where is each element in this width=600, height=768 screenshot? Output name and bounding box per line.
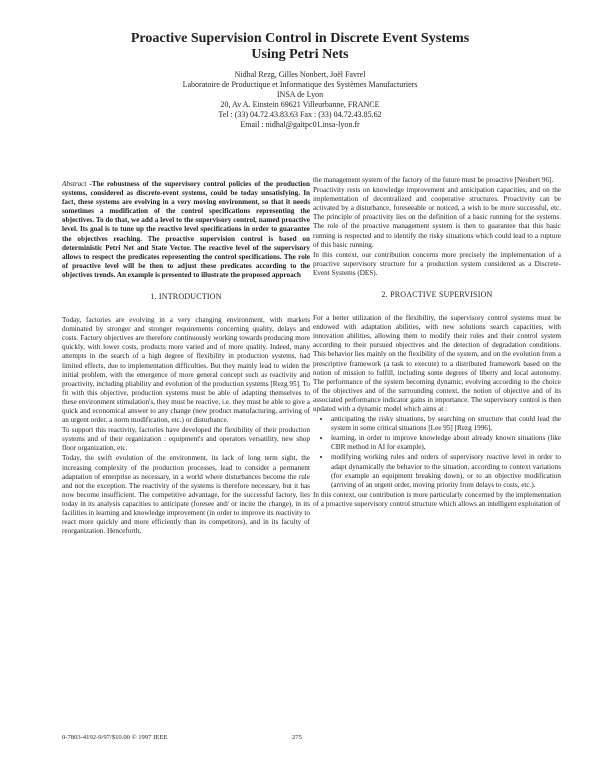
author-names: Nidhal Rezg, Gilles Nonbert, Joël Favrel xyxy=(234,70,366,79)
title-line-2: Using Petri Nets xyxy=(251,47,349,62)
abstract-text: -The robustness of the supervisory control policies of the production systems, considered as discrete-event systems, could be today unsatisfying. In fact, these systems are evolving in a very moving environment, so that it needs sometimes a modification of the control specifications representing the objectives. To do that, we add a level to the supervisory control, named proactive level. Its goal is to tune up the reactive level specifications in order to guarantee the objectives reaching. The proactive supervision control is based on deterministic Petri Net and State Vector. The reactive level of the supervisory allows to respect the predicates representing the control specifications. The role of proactive level will be then to adjust these predicates according to the objectives trends. An example is presented to illustrate the proposed approach xyxy=(62,180,310,279)
intro-paragraph-2: To support this reactivity, factories have developed the flexibility of their production systems and of their organization : equipment's and operators versatility, new shop floor organization, etc. xyxy=(62,426,310,453)
paper-title xyxy=(0,31,600,63)
supervision-paragraph-2: In this context, our contribution is more particularly concerned by the implementation of a proactive supervisory control structure which allows an intelligent exploitation of xyxy=(313,490,561,508)
author-block xyxy=(0,70,600,130)
copyright-notice: 0-7803-4192-9/97/$10.00 © 1997 IEEE xyxy=(62,734,168,741)
right-paragraph-2: Proactivity rests on knowledge improvement and anticipation capacities, and on the implementation of decentralized and cooperative structures. Proactivity can be activated by a disturbance, foreseeable or noticed, a wish to be more successful, etc. The principle of proactivity lies on the definition of a basic running for the systems. The role of the proactive management system is then to guarantee that this basic running is respected and to identify the risky situations which could lead to a rupture of this basic running. xyxy=(313,186,561,249)
right-column xyxy=(313,176,561,510)
author-address: 20, Av A. Einstein 69621 Villeurbanne, FRANCE xyxy=(220,100,380,109)
author-lab: Laboratoire de Productique et Informatique des Systèmes Manufacturiers xyxy=(182,80,418,89)
title-line-1: Proactive Supervision Control in Discrete Event Systems xyxy=(130,31,470,46)
right-paragraph-1: the management system of the factory of the future must be proactive [Neubert 96]. xyxy=(313,176,554,184)
abstract-lead: Abstract xyxy=(62,180,87,188)
right-paragraph-3: In this context, our contribution concerns more precisely the implementation of a proactive supervisory structure for a production system considered as a Discrete-Event Systems (DES). xyxy=(313,250,561,277)
supervision-bullet-list xyxy=(313,415,561,490)
author-email: Email : nidhal@gaitpc01.insa-lyon.fr xyxy=(240,120,360,129)
section-2-heading: 2. PROACTIVE SUPERVISION xyxy=(381,290,493,300)
section-1-heading: 1. INTRODUCTION xyxy=(150,292,222,302)
bullet-item: • learning, in order to improve knowledge about already known situations (like CBR method in AI for example), xyxy=(331,434,561,452)
bullet-item: • modifying working rules and orders of supervisory reactive level in order to adapt dynamically the behavior to the situation, according to context variations (for example an equipment breaking down), or to an objective modification (arriving of an urgent order, moving priority from delays to costs, etc.). xyxy=(331,453,561,489)
supervision-paragraph-1: For a better utilization of the flexibility, the supervisory control systems must be endowed with adaptation abilities, with new solutions search capacities, with innovation abilities, allowing them to modify their rules and their control system according to their pursued objectives and the detection of degradation conditions. This behavior lies mainly on the flexibility of the system, and on the evolution from a prescriptive framework (a task to execute) to a distributed framework based on the notion of mission to fulfill, including some degrees of liberty and local autonomy. The performance of the system becoming dynamic, evolving according to the choice of the objectives and of the surrounding context, the notion of objective and of its associated performance indicator gains in importance. The supervisory control is then updated with a dynamic model which aims at : xyxy=(313,314,561,413)
left-column xyxy=(62,180,310,537)
abstract-paragraph xyxy=(62,180,310,280)
bullet-item: • anticipating the risky situations, by searching on structure that could lead the system in some critical situations [Lee 95] [Rezg 1996], xyxy=(331,415,561,433)
author-phone: Tel : (33) 04.72.43.83.63 Fax : (33) 04.72.43.85.62 xyxy=(218,110,382,119)
intro-paragraph-3: Today, the swift evolution of the environment, its lack of long term sight, the increasing complexity of the production processes, lead to consider a permanent adaptation of enterprise as necessary, in a world where disturbances become the rule and not the exception. The reactivity of the systems is therefore necessary, but it has now become insufficient. The competitive advantage, for the successful factory, lies today in its analysis capacities to anticipate (foresee and/ or incite the change), in its facilities in learning and knowledge improvement (in order to improve its reactivity to react more quickly and more efficiently than its competitors), and in its faculty of reorganization. Henceforth, xyxy=(62,454,310,536)
intro-paragraph-1: Today, factories are evolving in a very changing environment, with markets dominated by stronger and stronger requirements concerning quality, delays and costs. Factory objectives are therefore continuously working towards producing more quickly, with lower costs, products more varied and of more quality. Indeed, many attempts in the search of a high degree of flexibility in production systems, had limited effects, due to implementation difficulties. But they mainly lead to widen the initial problem, with the emergence of more general concept such as reactivity and proactivity, including pliability and evolution of the production systems [Rezg 95]. To fit with this objective, production systems must be able of adapting themselves to these environment stimulation's, they must be reactive, i.e. they must be able to give a quick and economical answer to any change (new product manufacturing, arriving of an urgent order, a norm modification, etc.) or disturbance. xyxy=(62,316,310,425)
author-institute: INSA de Lyon xyxy=(276,90,324,99)
page-number: 275 xyxy=(292,734,302,741)
